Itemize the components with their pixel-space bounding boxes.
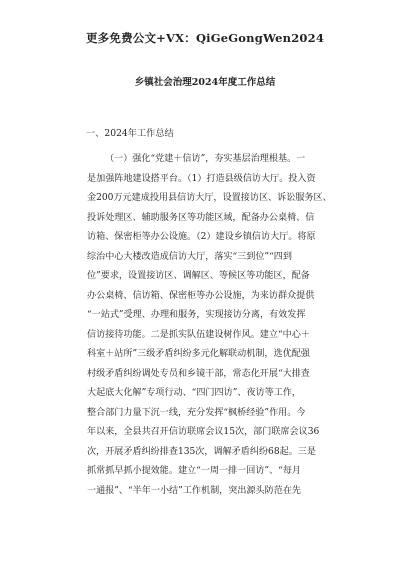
paragraph-line: “一站式”受理、办理和服务，实现接访分离，有效发挥 [87, 310, 306, 320]
section-heading: 一、2024年工作总结 [86, 128, 174, 139]
paragraph-line: 办公桌椅、信访箱、保密柜等办公设施，为来访群众提供 [87, 290, 315, 301]
paragraph-line: 整合部门力量下沉一线，充分发挥“枫桥经验”作用。今 [87, 407, 306, 418]
paragraph-line: 访箱、保密柜等办公设施。（2）建设乡镇信访大厅。将原 [87, 232, 316, 242]
paragraph-line: 金200万元建成投用县信访大厅，设置接访区、诉讼服务区、 [87, 193, 332, 203]
paragraph-line: 科室＋站所”三级矛盾纠纷多元化解联动机制，选优配强 [87, 349, 310, 359]
paragraph-line: 信访接待功能。二是抓实队伍建设树作风。建立“中心＋ [87, 329, 310, 340]
paragraph-line: 位”要求，设置接访区、调解区、等候区等功能区，配备 [87, 271, 310, 281]
document-title: 乡镇社会治理2024年度工作总结 [134, 77, 276, 88]
paragraph-line: 是加强阵地建设搭平台。（1）打造县级信访大厅。投入资 [87, 173, 316, 184]
paragraph-line: 投诉处理区、辅助服务区等功能区域，配备办公桌椅、信 [87, 212, 315, 223]
paragraph-line: 大起底大化解”专项行动、“四门四访”、夜访等工作， [87, 388, 302, 398]
paragraph-line: 次，开展矛盾纠纷排查135次，调解矛盾纠纷68起。三是 [87, 446, 316, 457]
paragraph-line: 综治中心大楼改造成信访大厅，落实“三到位”“四到 [87, 251, 292, 262]
paragraph-line: 一通报”、“半年一小结”工作机制，突出源头防范在先 [87, 485, 302, 496]
paragraph-line: 抓常抓早抓小提效能。建立“一周一排一回访”、“每月 [87, 466, 302, 476]
promo-banner: 更多免费公文+VX：QiGeGongWen2024 [85, 31, 325, 45]
body-paragraph [87, 150, 355, 501]
paragraph-line: （一）强化“党建＋信访”，夯实基层治理根基。一 [105, 154, 306, 164]
paragraph-line: 村级矛盾纠纷调处专员和乡镜干部，常态化开展“大排查 [87, 368, 310, 379]
paragraph-line: 年以来，全县共召开信访联席会议15次，部门联席会议36 [87, 427, 320, 437]
